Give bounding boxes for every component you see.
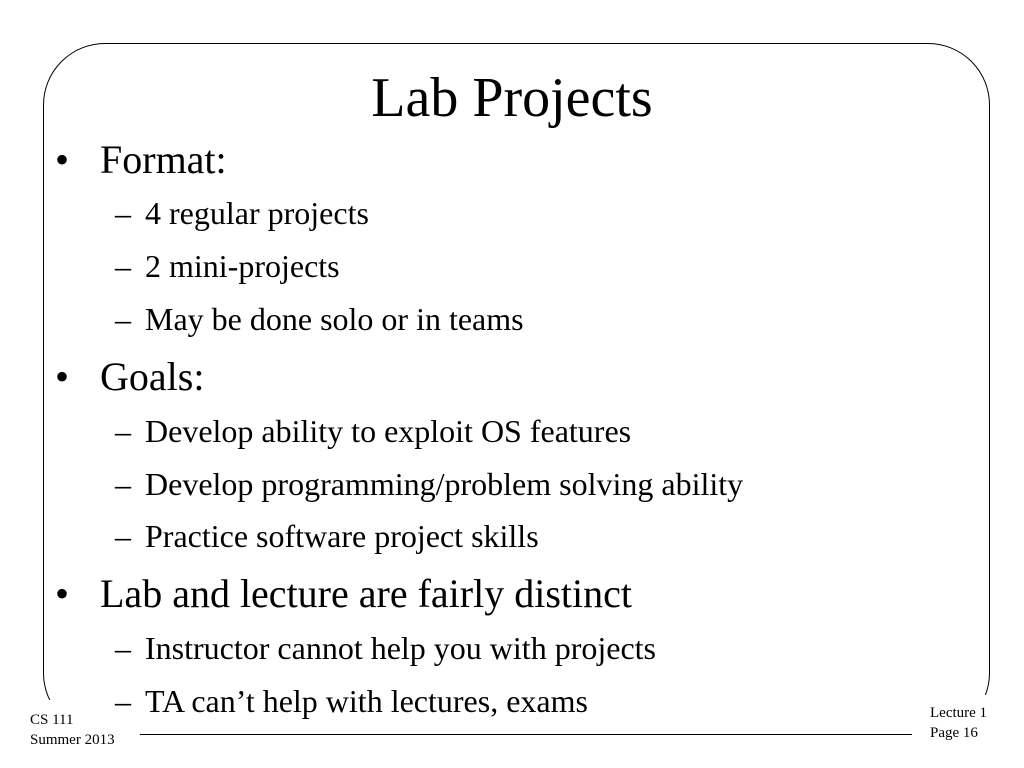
sub-bullet-text: May be done solo or in teams xyxy=(145,301,524,337)
bullet-text: Format: xyxy=(100,137,227,182)
footer-lecture: Lecture 1 xyxy=(930,705,988,721)
dash-icon: – xyxy=(115,413,131,449)
bullet-dot-icon: • xyxy=(55,571,70,616)
dash-icon: – xyxy=(115,518,131,554)
footer-page-number: Page 16 xyxy=(930,725,978,741)
dash-icon: – xyxy=(115,301,131,337)
sub-bullet-text: 4 regular projects xyxy=(145,195,369,231)
sub-bullet-text: Develop programming/problem solving ability xyxy=(145,466,744,502)
sub-bullet-text: 2 mini-projects xyxy=(145,248,340,284)
dash-icon: – xyxy=(115,630,131,666)
footer-course-name: CS 111 xyxy=(30,712,74,728)
footer-term: Summer 2013 xyxy=(30,732,115,748)
dash-icon: – xyxy=(115,248,131,284)
footer-course xyxy=(30,710,115,750)
dash-icon: – xyxy=(115,466,131,502)
dash-icon: – xyxy=(115,683,131,719)
bullet-text: Lab and lecture are fairly distinct xyxy=(100,571,632,616)
footer-page-info xyxy=(930,703,987,743)
bullet-text: Goals: xyxy=(100,354,205,399)
bullet-dot-icon: • xyxy=(55,137,70,182)
sub-bullet-text: Practice software project skills xyxy=(145,518,539,554)
dash-icon: – xyxy=(115,195,131,231)
sub-bullet-text: Instructor cannot help you with projects xyxy=(145,630,656,666)
slide-title: Lab Projects xyxy=(371,67,653,129)
sub-bullet-text: Develop ability to exploit OS features xyxy=(145,413,632,449)
bullet-dot-icon: • xyxy=(55,354,70,399)
sub-bullet-text: TA can’t help with lectures, exams xyxy=(145,683,588,719)
